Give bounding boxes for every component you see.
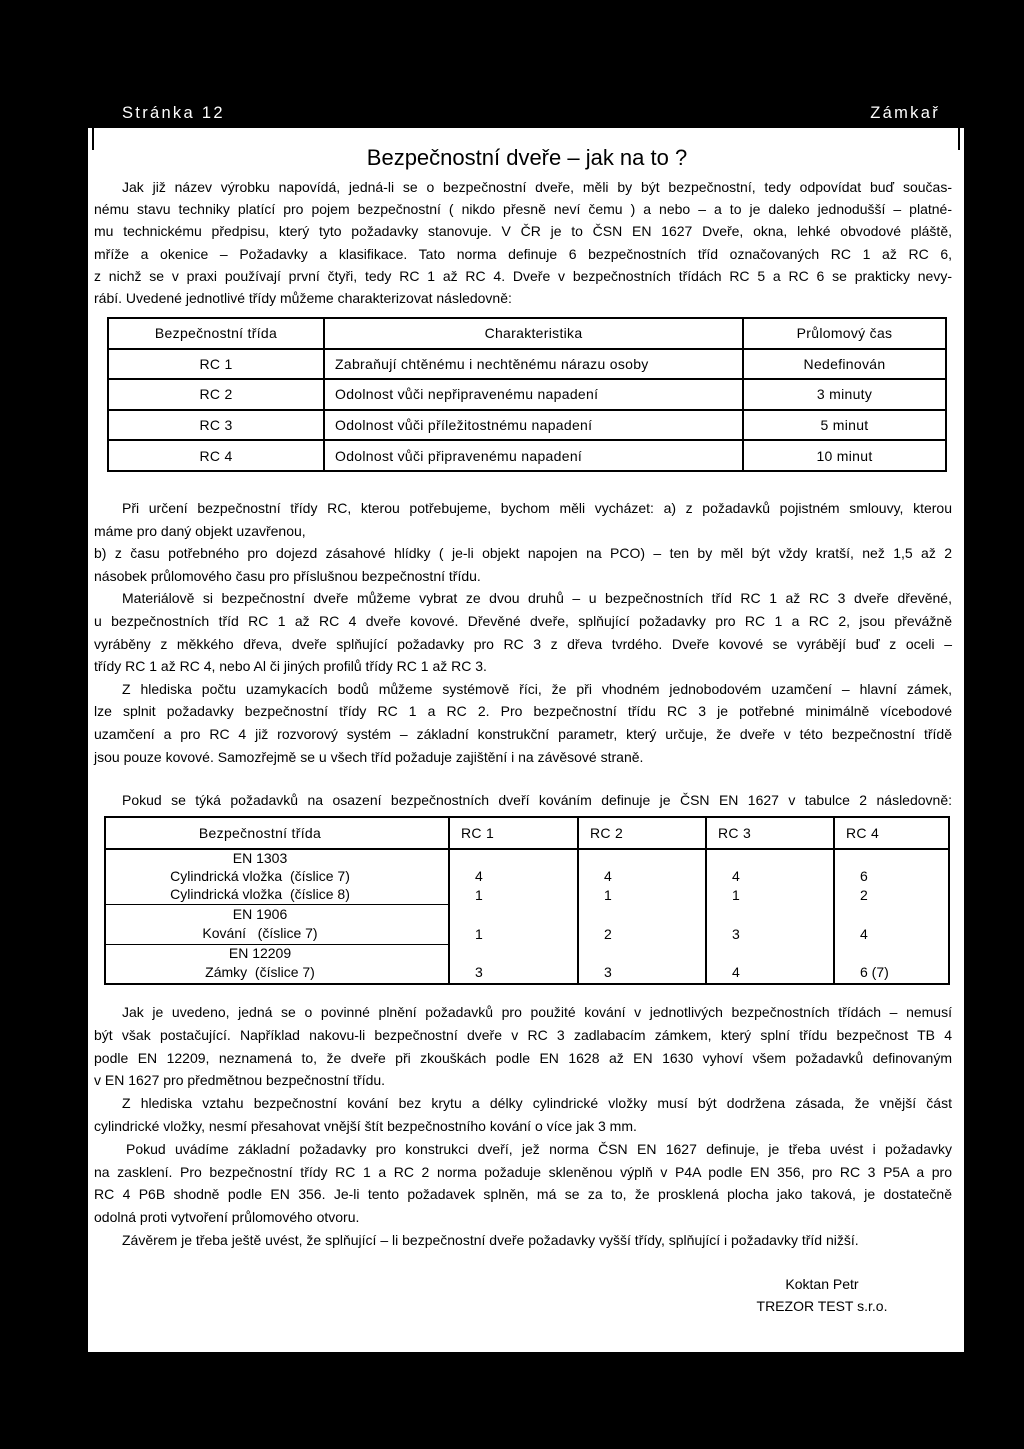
table-cell: 1 (578, 886, 706, 904)
author-name: Koktan Petr (785, 1276, 859, 1292)
table-cell: 5 minut (743, 410, 946, 441)
table-row (108, 349, 946, 380)
paragraph-line: nému stavu techniky platící pro pojem bezpečnostní ( nikdo přesně neví čemu ) a nebo – a to je daleko jednodušší – platné- (94, 201, 952, 218)
table-cell (449, 904, 578, 924)
paragraph-line: z nichž se v praxi používají první čtyři, tedy RC 1 až RC 4. Dveře v bezpečnostních třídách RC 5 a RC 6 se prakticky nevy- (94, 267, 952, 284)
standard-label: EN 1906 (232, 905, 288, 922)
table-cell: 4 (834, 924, 949, 944)
row-label: Kování (číslice 7) (105, 924, 449, 944)
table-cell: RC 4 (108, 440, 324, 471)
table-header-cell: Charakteristika (324, 318, 743, 349)
paragraph-line: na zasklení. Pro bezpečnostní třídy RC 1 a RC 2 norma požaduje skleněnou výplň v P4A podle EN 356, pro RC 3 P5A a pro (94, 1163, 952, 1180)
table-row (108, 410, 946, 441)
paragraph-line: třídy RC 1 až RC 4, nebo Al či jiných profilů třídy RC 1 až RC 3. (94, 658, 487, 675)
table-cell: 3 (449, 962, 578, 984)
table-cell: 1 (449, 886, 578, 904)
table-cell: 1 (449, 924, 578, 944)
standard-label: EN 1303 (232, 850, 288, 866)
table-cell (449, 944, 578, 962)
closing-paragraphs (94, 1001, 952, 1252)
paragraph-line: Z hlediska vztahu bezpečnostní kování bez krytu a délky cylindrické vložky musí být dodržena zásada, že vnější část (122, 1095, 952, 1112)
paragraph-line: Z hlediska počtu uzamykacích bodů můžeme systémově říci, že při vhodném jednobodovém uzamčení – hlavní zámek, (122, 680, 952, 697)
paragraph-line: Materiálově si bezpečnostní dveře můžeme vybrat ze dvou druhů – u bezpečnostních tříd RC 1 až RC 3 dveře dřevěné, (122, 590, 952, 607)
table-header-cell: RC 2 (578, 817, 706, 849)
table-header-cell: RC 3 (706, 817, 834, 849)
table-header-cell: Bezpečnostní třída (108, 318, 324, 349)
table-cell: RC 2 (108, 379, 324, 410)
table-cell: 4 (449, 867, 578, 886)
hardware-intro-paragraph (94, 789, 952, 811)
paragraph-line: Jak již název výrobku napovídá, jedná-li se o bezpečnostní dveře, měli by být bezpečnostní, tedy odpovídat buď součas- (122, 179, 952, 195)
author-company: TREZOR TEST s.r.o. (756, 1298, 888, 1314)
paragraph-line: Pokud se týká požadavků na osazení bezpečnostních dveří kováním definuje je ČSN EN 1627 v tabulce 2 následovně: (122, 792, 952, 808)
table-cell: RC 3 (108, 410, 324, 441)
paragraph-line: podle EN 12209, neznamená to, že dveře při zkouškách podle EN 1628 až EN 1630 vyhoví všem požadavků definovaným (94, 1049, 952, 1066)
table-group-row (105, 904, 949, 924)
table-group-row (105, 849, 949, 867)
paragraph-line: vyráběny z měkkého dřeva, dveře splňující požadavky pro RC 3 z dřeva tvrdého. Dveře kovové se vyrábějí buď z oceli – (94, 635, 952, 652)
table-row (105, 924, 949, 944)
paragraph-line: být však postačující. Například nakovu-li bezpečnostní dveře v RC 3 zadlabacím zámkem, který splní třídu bezpečnost TB 4 (94, 1026, 952, 1043)
table-cell (449, 849, 578, 867)
table-cell (834, 849, 949, 867)
magazine-name: Zámkař (870, 104, 940, 122)
intro-paragraph (94, 176, 952, 309)
table-cell: Odolnost vůči připravenému napadení (324, 440, 743, 471)
table-cell (834, 944, 949, 962)
table-group-row (105, 944, 949, 962)
table-cell: 4 (578, 867, 706, 886)
paragraph-line: Jak je uvedeno, jedná se o povinné plnění požadavků pro použité kování v jednotlivých bezpečnostních třídách – nemusí (122, 1004, 952, 1020)
table-header-row (108, 318, 946, 349)
table-cell: 3 (706, 924, 834, 944)
table-cell: 3 (578, 962, 706, 984)
security-classes-table (107, 317, 947, 472)
table-header-cell: Bezpečnostní třída (105, 817, 449, 849)
row-label: Cylindrická vložka (číslice 7) (170, 868, 350, 884)
author-signature (722, 1273, 922, 1317)
table-cell (706, 849, 834, 867)
table-cell: Zabraňují chtěnému i nechtěnému nárazu osoby (324, 349, 743, 380)
table-cell (578, 944, 706, 962)
table-row (108, 440, 946, 471)
table-cell: 6 (7) (834, 962, 949, 984)
table-row (105, 867, 949, 886)
table-cell: 1 (706, 886, 834, 904)
table-header-row (105, 817, 949, 849)
paragraph-line: uzamčení a pro RC 4 již rozvorový systém – základní konstrukční parametr, který určuje, že dveře v této bezpečnostní třídě (94, 725, 952, 742)
paragraph-line: mříže a okenice – Požadavky a klasifikace. Tato norma definuje 6 bezpečnostních tříd označovaných RC 1 až RC 6, (94, 245, 952, 262)
paragraph-line: u bezpečnostních tříd RC 1 až RC 4 dveře kovové. Dřevěné dveře, splňující požadavky pro RC 1 a RC 2, jsou převážně (94, 612, 952, 629)
standard-label: EN 12209 (228, 944, 292, 961)
paragraph-line: Závěrem je třeba ještě uvést, že splňující – li bezpečnostní dveře požadavky vyšší třídy, splňující i požadavky tříd nižší. (122, 1231, 859, 1248)
table-cell: 10 minut (743, 440, 946, 471)
table-cell: 3 minuty (743, 379, 946, 410)
paragraph-line: Pokud uvádíme základní požadavky pro konstrukci dveří, jež norma ČSN EN 1627 definuje, je třeba uvést i požadavky (126, 1140, 952, 1157)
table-row (105, 886, 949, 904)
paragraph-line: jsou pouze kovové. Samozřejmě se u všech tříd požaduje zajištění i na závěsové straně. (94, 748, 644, 765)
paragraph-line: odolná proti vytvoření průlomového otvoru. (94, 1209, 360, 1226)
table-row (105, 962, 949, 984)
table-cell: Odolnost vůči nepřipravenému napadení (324, 379, 743, 410)
paragraph-line: v EN 1627 pro předmětnou bezpečnostní třídu. (94, 1072, 386, 1089)
paragraph-line: cylindrické vložky, nesmí přesahovat vnější štít bezpečnostního kování o více jak 3 mm. (94, 1117, 637, 1134)
article-title: Bezpečnostní dveře – jak na to ? (366, 145, 688, 170)
table-cell: Nedefinován (743, 349, 946, 380)
table-cell (706, 904, 834, 924)
paragraph-line: b) z času potřebného pro dojezd zásahové hlídky ( je-li objekt napojen na PCO) – ten by měl být vždy kratší, než 1,5 až 2 (94, 545, 952, 562)
table-row (108, 379, 946, 410)
paragraph-line: rábí. Uvedené jednotlivé třídy můžeme charakterizovat následovně: (94, 290, 512, 307)
table-cell: RC 1 (108, 349, 324, 380)
row-label: Cylindrická vložka (číslice 8) (105, 886, 449, 904)
table-cell (578, 849, 706, 867)
table-header-cell: RC 1 (449, 817, 578, 849)
table-header-cell: RC 4 (834, 817, 949, 849)
table-cell: 2 (578, 924, 706, 944)
table-cell: 2 (834, 886, 949, 904)
paragraph-line: lze splnit požadavky bezpečnostní třídy RC 1 a RC 2. Pro bezpečnostní třídu RC 3 je potřebné minimálně vícebodové (94, 703, 952, 720)
table-cell (578, 904, 706, 924)
table-cell: 4 (706, 867, 834, 886)
table-cell: Odolnost vůči příležitostnému napadení (324, 410, 743, 441)
paragraph-line: Při určení bezpečnostní třídy RC, kterou potřebujeme, bychom měli vycházet: a) z požadavků pojistném smlouvy, kterou (122, 500, 952, 516)
table-cell: 6 (834, 867, 949, 886)
table-cell (834, 904, 949, 924)
paragraph-line: RC 4 P6B shodně podle EN 356. Je-li tento požadavek splněn, má se za to, že prosklená plocha jako taková, je dostatečně (94, 1186, 952, 1203)
table-cell (706, 944, 834, 962)
hardware-requirements-table (104, 816, 950, 985)
page-number-label: Stránka 12 (122, 104, 225, 122)
paragraph-line: máme pro daný objekt uzavřenou, (94, 522, 306, 539)
body-paragraphs (94, 497, 952, 768)
row-label: Zámky (číslice 7) (205, 964, 315, 980)
paragraph-line: násobek průlomového času pro příslušnou bezpečnostní třídu. (94, 567, 481, 584)
table-header-cell: Průlomový čas (743, 318, 946, 349)
table-cell: 4 (706, 962, 834, 984)
paragraph-line: mu technickému předpisu, který tyto požadavky stanovuje. V ČR je to ČSN EN 1627 Dveře, okna, lehké obvodové pláště, (94, 223, 952, 240)
